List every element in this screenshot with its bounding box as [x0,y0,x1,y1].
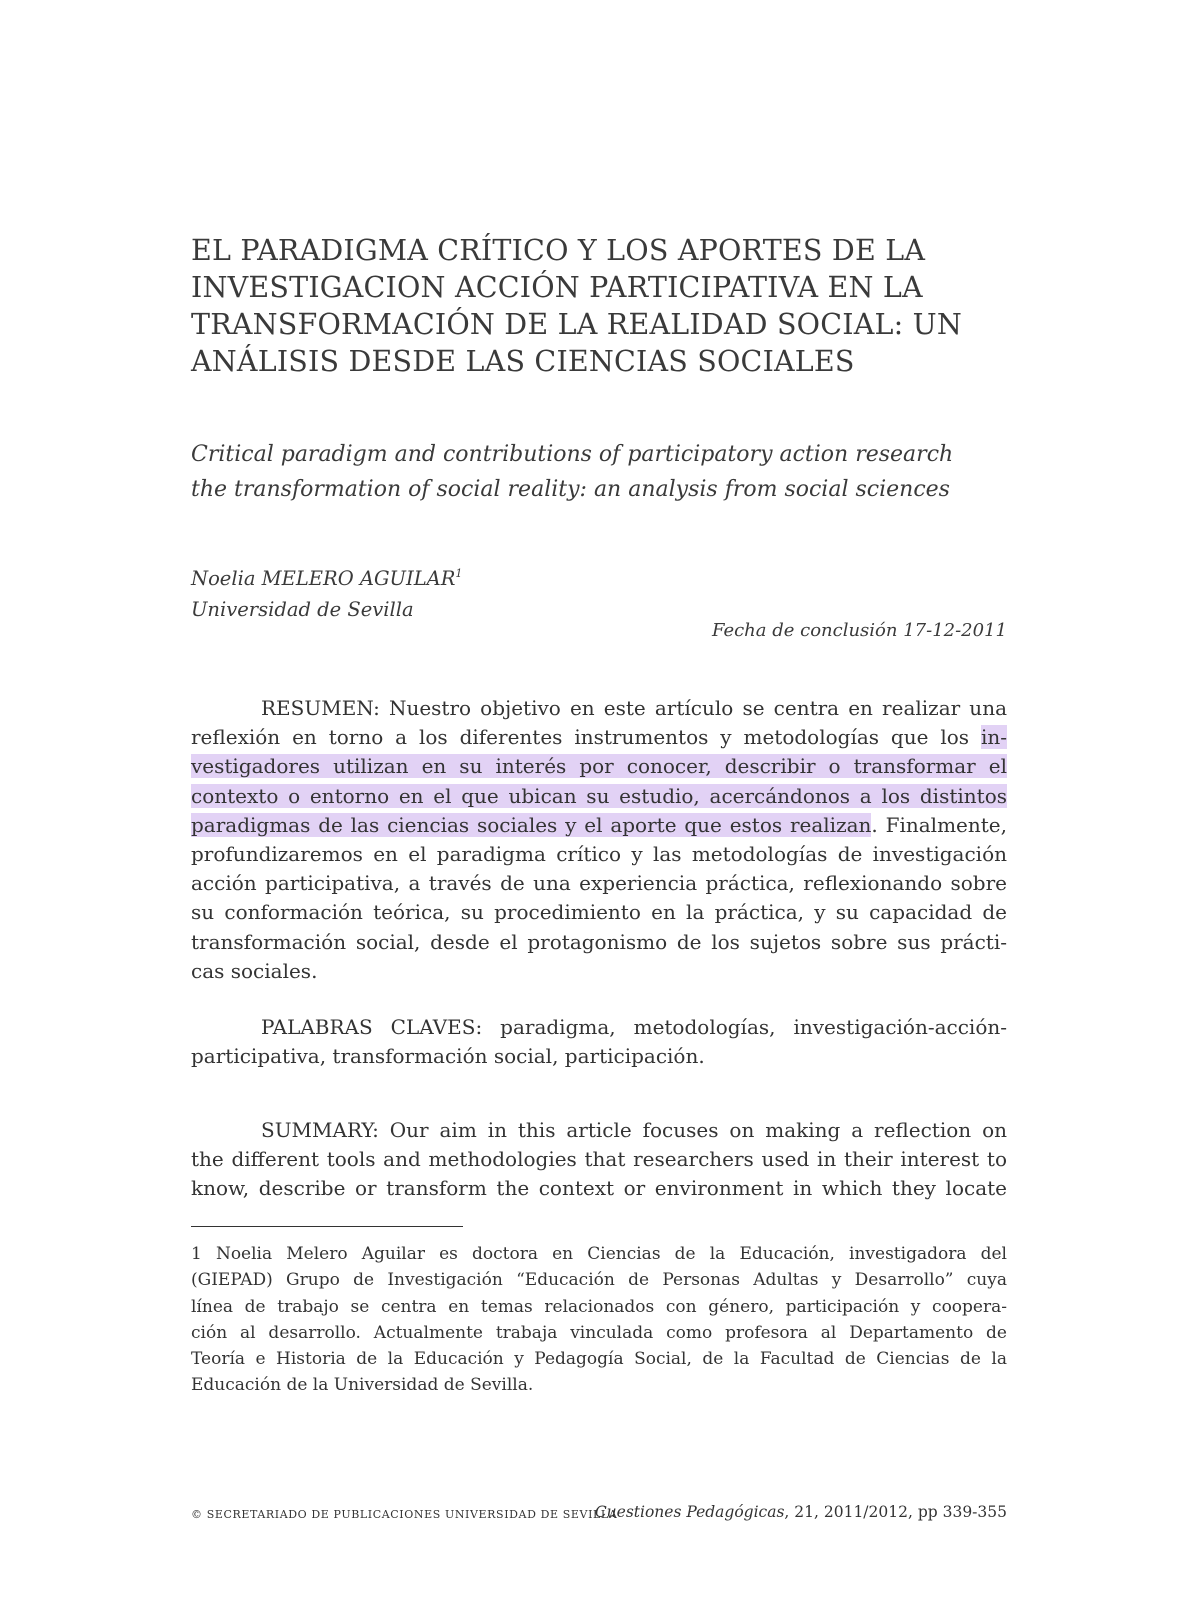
abstract-summary [191,1116,1007,1204]
subtitle-line: Critical paradigm and contributions of participatory action research [191,442,954,467]
footnote [191,1241,1007,1399]
footnote-line: 1 Noelia Melero Aguilar es doctora en Ciencias de la Educación, investigadora del [191,1244,1007,1264]
journal-name: Cuestiones Pedagógicas [594,1503,785,1521]
footnote-line: Educación de la Universidad de Sevilla. [191,1375,534,1396]
article-title [191,232,1007,380]
summary-line: SUMMARY: Our aim in this article focuses on making a reflection on [261,1118,1007,1142]
resumen-line: transformación social, desde el protagonismo de los sujetos sobre sus prácti- [191,929,1007,954]
title-line: ANÁLISIS DESDE LAS CIENCIAS SOCIALES [191,345,855,378]
footnote-line: (GIEPAD) Grupo de Investigación “Educación de Personas Adultas y Desarrollo” cuya [191,1270,1007,1291]
resumen-line: profundizaremos en el paradigma crítico y las metodologías de investigación [191,842,1007,867]
title-line: TRANSFORMACIÓN DE LA REALIDAD SOCIAL: UN [191,308,963,341]
abstract-resumen [191,694,1007,986]
resumen-line: reflexión en torno a los diferentes instrumentos y metodologías que los in- [191,725,1007,750]
title-line: INVESTIGACION ACCIÓN PARTICIPATIVA EN LA [191,271,923,304]
author-affiliation: Universidad de Sevilla [191,598,414,621]
summary-line: know, describe or transform the context or environment in which they locate [191,1176,1007,1201]
publisher-copyright: © SECRETARIADO DE PUBLICACIONES UNIVERSIDAD DE SEVILLA [191,1508,618,1521]
resumen-line: paradigmas de las ciencias sociales y el aporte que estos realizan. Finalmente, [191,812,1007,837]
subtitle-line: the transformation of social reality: an analysis from social sciences [191,477,950,502]
highlighted-text: contexto o entorno en el que ubican su estudio, acercándonos a los distintos [191,783,1007,808]
highlighted-text: in- [980,725,1007,750]
footnote-divider [191,1226,463,1227]
journal-details: , 21, 2011/2012, pp 339-355 [784,1503,1007,1521]
title-line: EL PARADIGMA CRÍTICO Y LOS APORTES DE LA [191,234,926,267]
footnote-mark[interactable]: 1 [455,567,463,580]
highlighted-text: paradigmas de las ciencias sociales y el aporte que estos realizan [191,812,872,837]
author-name-line [191,558,1007,594]
journal-citation [595,1503,1007,1521]
author-name: Noelia MELERO AGUILAR [191,567,456,590]
keywords [191,1013,1007,1071]
article-subtitle [191,437,1007,507]
author-block [191,558,1007,625]
footnote-line: línea de trabajo se centra en temas relacionados con género, participación y coopera- [191,1296,1007,1317]
footnote-line: Teoría e Historia de la Educación y Pedagogía Social, de la Facultad de Ciencias de la [191,1349,1007,1370]
resumen-line: RESUMEN: Nuestro objetivo en este artículo se centra en realizar una [261,696,1007,720]
resumen-line [191,752,1007,781]
keywords-line: participativa, transformación social, participación. [191,1044,705,1069]
resumen-line: acción participativa, a través de una experiencia práctica, reflexionando sobre [191,871,1007,896]
conclusion-date: Fecha de conclusión 17-12-2011 [711,620,1007,641]
summary-line: the different tools and methodologies that researchers used in their interest to [191,1147,1007,1172]
highlighted-text: vestigadores utilizan en su interés por conocer, describir o transformar el [191,754,1007,779]
keywords-line: PALABRAS CLAVES: paradigma, metodologías, investigación-acción- [261,1015,1007,1039]
resumen-line [191,782,1007,811]
resumen-line: cas sociales. [191,958,318,983]
footnote-line: ción al desarrollo. Actualmente trabaja vinculada como profesora al Departamento de [191,1322,1007,1343]
resumen-line: su conformación teórica, su procedimiento en la práctica, y su capacidad de [191,900,1007,925]
